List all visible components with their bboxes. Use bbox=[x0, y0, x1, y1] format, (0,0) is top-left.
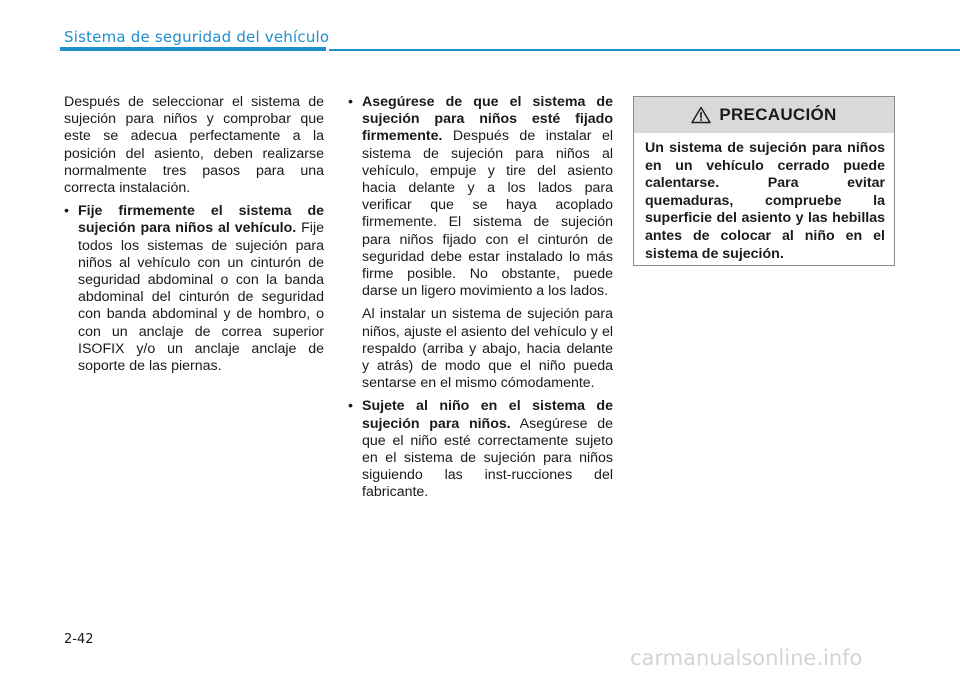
intro-paragraph: Después de seleccionar el sistema de sujeción para niños y comprobar que este se adecua perfectamente a la posición del asiento, deben realizarse normalmente tres pasos para una correcta instalación. bbox=[64, 94, 324, 197]
header-accent-bar bbox=[60, 47, 326, 51]
caution-header bbox=[634, 97, 894, 133]
bullet-item-check-fixed bbox=[348, 94, 613, 300]
section-title: Sistema de seguridad del vehículo bbox=[64, 28, 330, 46]
bullet-body: Asegúrese de que el niño esté correctamente sujeto en el sistema de sujeción para niños siguiendo las inst-rucciones del fabricante. bbox=[362, 415, 613, 501]
warning-triangle-icon bbox=[691, 106, 711, 124]
bullet-body: Después de instalar el sistema de sujeción para niños al vehículo, empuje y tire del asiento hacia delante y a los lados para verificar que se haya acoplado firmemente. El sistema de sujeción para niños fijado con el cinturón de seguridad debe estar instalado lo más firme posible. No obstante, puede darse un ligero movimiento a los lados. bbox=[362, 128, 613, 300]
caution-box bbox=[633, 96, 895, 266]
bullet-dot: • bbox=[348, 398, 353, 415]
watermark: carmanualsonline.info bbox=[630, 646, 863, 670]
bullet-heading: Sujete al niño en el sistema de sujeción para niños. bbox=[362, 398, 613, 432]
bullet-dot: • bbox=[348, 94, 353, 110]
bullet-item-fix-seat bbox=[64, 203, 324, 375]
bullet-heading: Fije firmemente el sistema de sujeción para niños al vehículo. bbox=[78, 203, 324, 237]
column-middle bbox=[348, 94, 613, 508]
column-left bbox=[64, 94, 324, 381]
caution-title: PRECAUCIÓN bbox=[719, 105, 837, 124]
caution-text: Un sistema de sujeción para niños en un vehículo cerrado puede calentarse. Para evitar quemaduras, compruebe la superficie del asiento y las hebillas antes de colocar al niño en el sistema de sujeción. bbox=[645, 140, 885, 262]
bullet-item-secure-child bbox=[348, 398, 613, 501]
bullet-body: Fije todos los sistemas de sujeción para niños al vehículo con un cinturón de seguridad abdominal o con la banda abdominal del cinturón de seguridad con banda abdominal y de hombro, o con un anclaje de correa superior ISOFIX y/o un anclaje anclaje de soporte de las piernas. bbox=[78, 220, 324, 375]
adjust-seat-paragraph: Al instalar un sistema de sujeción para niños, ajuste el asiento del vehículo y el respaldo (arriba y abajo, hacia delante y atrás) de modo que el niño pueda sentarse en el mismo cómodamente. bbox=[362, 306, 613, 392]
bullet-heading: Asegúrese de que el sistema de sujeción para niños esté fijado firmemente. bbox=[362, 94, 613, 145]
header-divider-line bbox=[329, 49, 960, 51]
page-number: 2-42 bbox=[64, 632, 94, 647]
bullet-dot: • bbox=[64, 203, 69, 220]
